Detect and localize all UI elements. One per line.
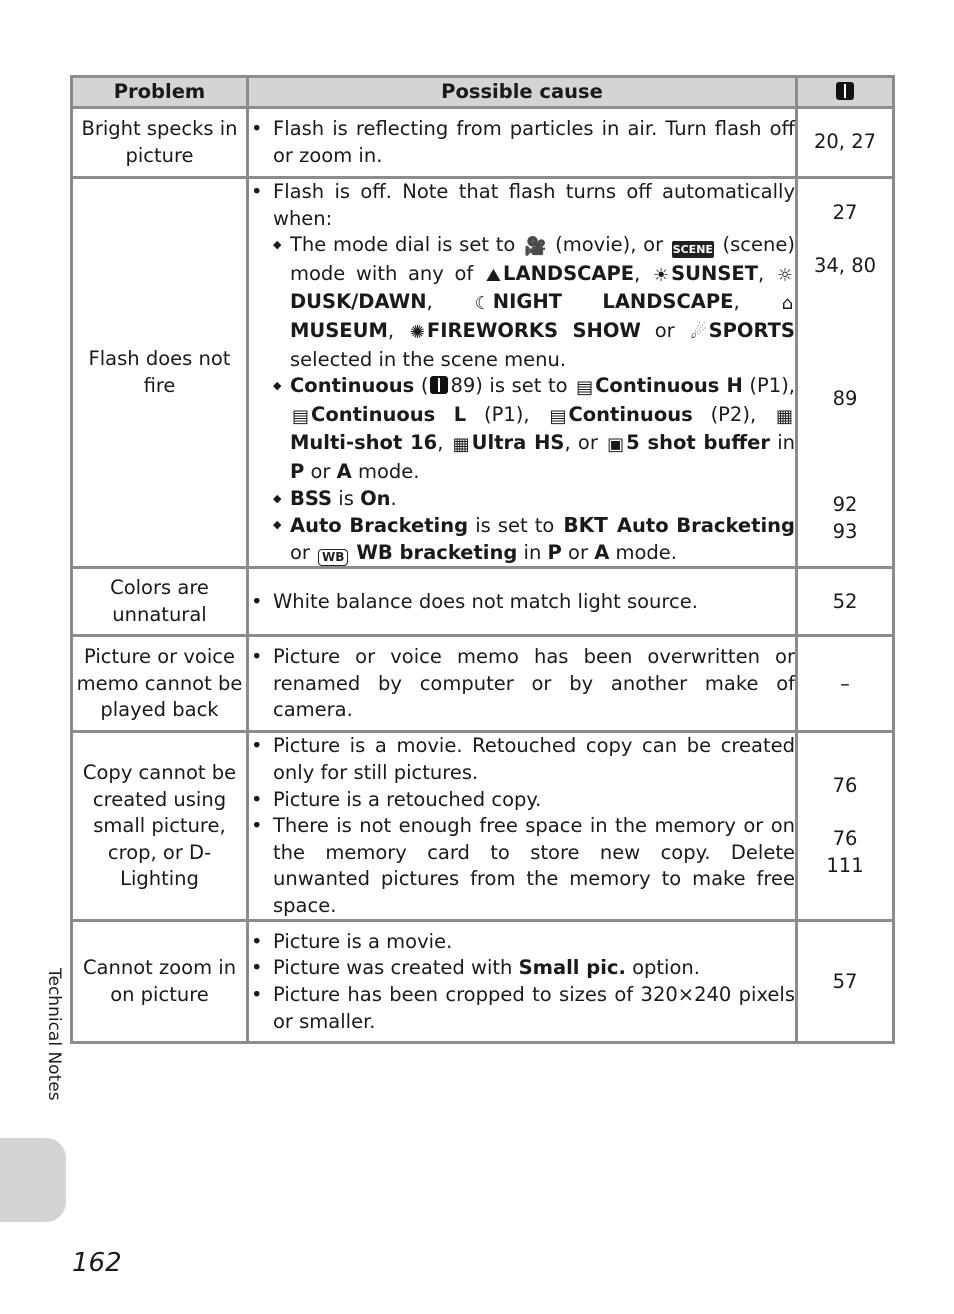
table-row <box>72 178 894 568</box>
troubleshooting-table <box>70 75 895 1044</box>
cause-cell <box>248 732 797 921</box>
page-ref-cell: 57 <box>797 921 894 1043</box>
cause-item: • Picture is a retouched copy. <box>249 787 795 814</box>
table-row <box>72 568 894 636</box>
problem-cell: Flash does not fire <box>72 178 248 568</box>
header-problem: Problem <box>72 77 248 108</box>
sub-cause-item: ◆ The mode dial is set to 🎥 (movie), or SCENE (scene) mode with any of ⛰ LANDSCAPE, ☀ SUNSET, ☼DUSK/DAWN, ☾ NIGHT LANDSCAPE, ⌂MUSEUM, ✺ FIREWORKS SHOW or ☄ SPORTS selected in the scene menu. <box>273 232 795 373</box>
page-ref-cell: 52 <box>797 568 894 636</box>
cause-item: • Picture is a movie. Retouched copy can be created only for still pictures. <box>249 733 795 786</box>
book-reference-icon <box>836 82 854 100</box>
page-ref: 92 <box>832 493 858 517</box>
page-ref: 76 <box>832 774 858 798</box>
sunset-icon: ☀ <box>653 264 670 286</box>
wb-icon: WB <box>318 549 348 566</box>
table-row <box>72 108 894 178</box>
bkt-icon: BKT <box>563 513 608 538</box>
landscape-icon: ⛰ <box>485 264 502 286</box>
problem-cell: Bright specks in picture <box>72 108 248 178</box>
cause-item: • Picture was created with Small pic. option. <box>249 955 795 982</box>
dusk-dawn-icon: ☼ <box>776 264 794 286</box>
cause-item: • Picture or voice memo has been overwritten or renamed by computer or by another make of camera. <box>249 644 795 724</box>
page-ref-cell <box>797 732 894 921</box>
page-ref: 34, 80 <box>813 253 877 277</box>
cause-item: • White balance does not match light source. <box>249 589 795 616</box>
cause-cell <box>248 568 797 636</box>
museum-icon: ⌂ <box>781 293 794 315</box>
book-reference-icon <box>430 376 448 394</box>
page-ref-cell <box>797 178 894 568</box>
page-ref: 93 <box>832 519 858 543</box>
continuous-icon: ▤ <box>549 405 567 427</box>
cause-item: • Picture is a movie. <box>249 929 795 956</box>
page-ref-cell: – <box>797 636 894 732</box>
table-row <box>72 636 894 732</box>
movie-icon: 🎥 <box>523 236 547 258</box>
problem-cell: Colors are unnatural <box>72 568 248 636</box>
sports-icon: ☄ <box>690 321 707 343</box>
multi-shot-icon: ▦ <box>776 405 794 427</box>
page-ref: 76 <box>832 827 858 851</box>
fireworks-icon: ✺ <box>409 321 425 343</box>
table-row <box>72 732 894 921</box>
section-tab <box>0 1138 66 1222</box>
cause-item: • There is not enough free space in the memory or on the memory card to store new copy. Delete unwanted pictures from the memory to make free space. <box>249 813 795 919</box>
continuous-h-icon: ▤ <box>576 377 594 399</box>
header-possible-cause: Possible cause <box>248 77 797 108</box>
continuous-l-icon: ▤ <box>292 405 310 427</box>
scene-icon: SCENE <box>672 243 713 257</box>
night-landscape-icon: ☾ <box>474 293 491 315</box>
page-ref: 111 <box>826 853 864 877</box>
cause-cell <box>248 178 797 568</box>
page-ref: 89 <box>832 386 858 410</box>
header-reference <box>797 77 894 108</box>
five-shot-buffer-icon: ▣ <box>607 434 625 456</box>
cause-item: • Flash is off. Note that flash turns off automatically when: ◆ The mode dial is set to 🎥 (movie), or SCENE (scene) mode with any of ⛰ LANDSCAPE, ☀ SUNSET, ☼DUSK/DAWN, ☾ NIGHT LANDSCAPE, ⌂MUSEUM, ✺ FIREWORKS SHOW or ☄ SPORTS selected in the scene menu. ◆ Continuous ( 89) is set to ▤ Continuous H (P1), ▤ Continuous L (P1), ▤ Continuous (P2), ▦Multi-shot 16, ▦ Ultra HS, or ▣ 5 shot buffer in P or A mode. ◆ BSS is On. ◆ Auto Bracketing is set to BKT Auto Bracketing or WB WB bracketing in P or A mode. <box>249 179 795 566</box>
cause-cell <box>248 636 797 732</box>
table-header-row <box>72 77 894 108</box>
cause-item: • Flash is reflecting from particles in air. Turn flash off or zoom in. <box>249 116 795 169</box>
problem-cell: Cannot zoom in on picture <box>72 921 248 1043</box>
sub-cause-item: ◆ Auto Bracketing is set to BKT Auto Bracketing or WB WB bracketing in P or A mode. <box>273 512 795 566</box>
cause-item: • Picture has been cropped to sizes of 320×240 pixels or smaller. <box>249 982 795 1035</box>
section-side-label: Technical Notes <box>44 968 64 1101</box>
cause-cell <box>248 108 797 178</box>
page-number: 162 <box>72 1248 122 1278</box>
page-ref-cell: 20, 27 <box>797 108 894 178</box>
problem-cell: Picture or voice memo cannot be played back <box>72 636 248 732</box>
sub-cause-item: ◆ Continuous ( 89) is set to ▤ Continuous H (P1), ▤ Continuous L (P1), ▤ Continuous (P2), ▦Multi-shot 16, ▦ Ultra HS, or ▣ 5 shot buffer in P or A mode. <box>273 373 795 485</box>
cause-cell <box>248 921 797 1043</box>
ultra-hs-icon: ▦ <box>452 434 470 456</box>
sub-cause-item: ◆ BSS is On. <box>273 486 795 513</box>
page-ref: 27 <box>832 200 858 224</box>
problem-cell: Copy cannot be created using small picture, crop, or D-Lighting <box>72 732 248 921</box>
table-row <box>72 921 894 1043</box>
